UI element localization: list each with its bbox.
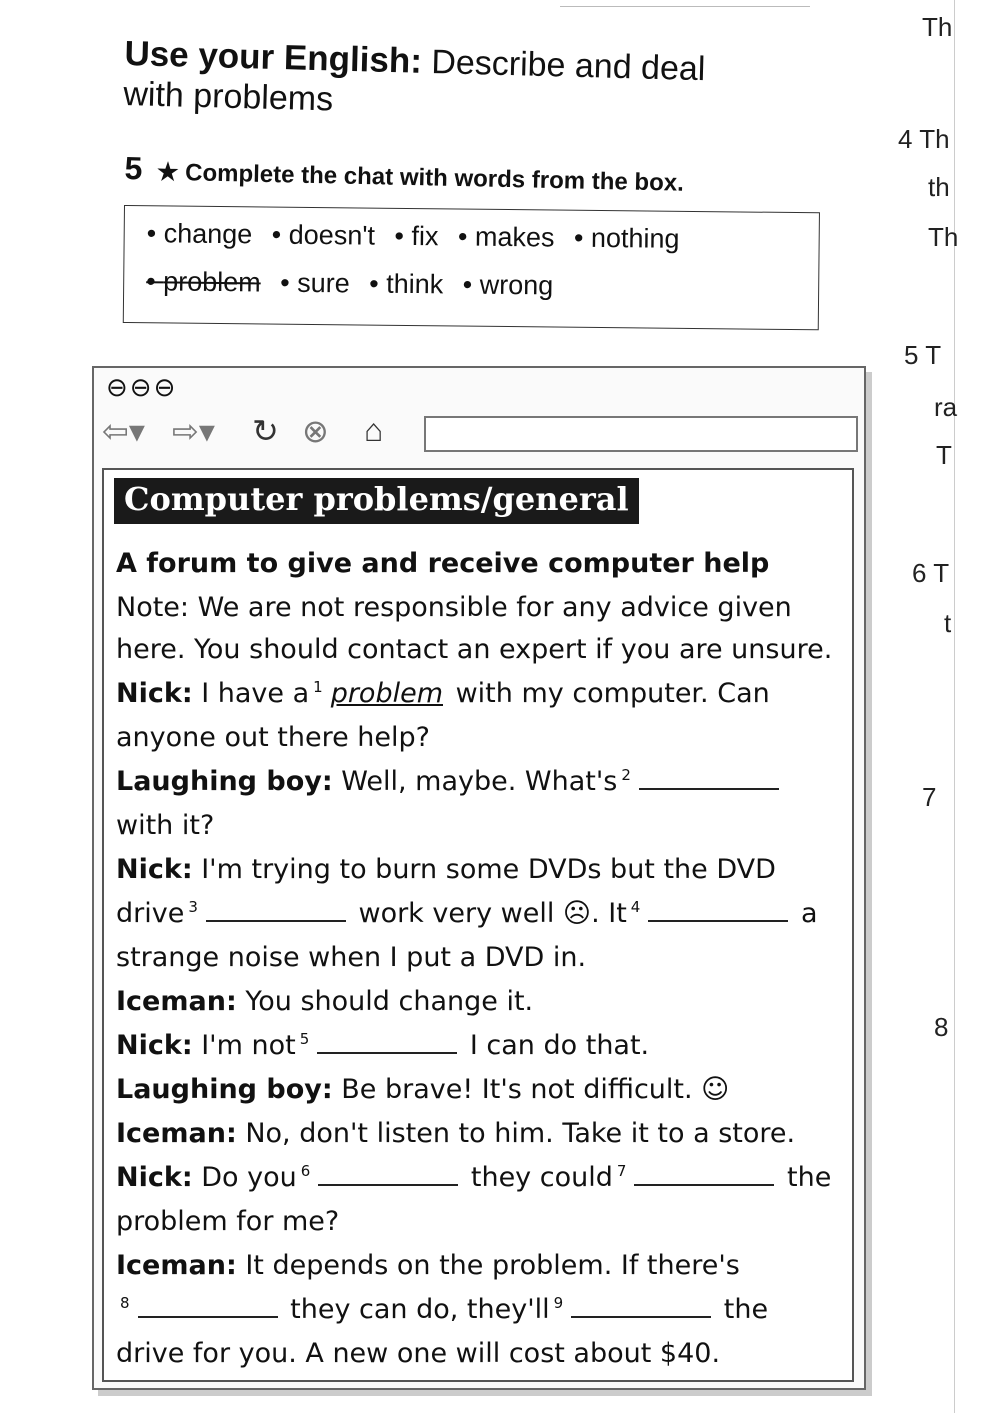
chat-line: Iceman: You should change it. <box>116 986 534 1017</box>
word-item: • nothing <box>574 223 680 254</box>
answer-blank[interactable] <box>639 768 779 790</box>
answer-blank[interactable] <box>634 1164 774 1186</box>
forward-arrow-icon[interactable]: ⇨▾ <box>172 413 215 449</box>
speaker: Iceman: <box>116 986 237 1017</box>
margin-text: T <box>936 440 952 470</box>
word-item-struck: • problem <box>146 266 261 297</box>
browser-window <box>92 366 866 1390</box>
top-rule <box>560 6 810 7</box>
speaker: Nick: <box>116 1162 193 1193</box>
page-content <box>102 468 854 1382</box>
address-bar[interactable] <box>424 416 858 452</box>
chat-line: Nick: I have a $^1$ problem with my computer. Can <box>116 678 770 709</box>
chat-line: Iceman: It depends on the problem. If there's <box>116 1250 740 1281</box>
margin-text: 6 T <box>912 558 950 588</box>
chat-line: Nick: I'm trying to burn some DVDs but the DVD <box>116 854 776 885</box>
margin-text: 4 Th <box>898 124 950 154</box>
word-item: • sure <box>280 268 350 299</box>
chat-line: $^8$ they can do, they'll $^9$ the <box>120 1294 769 1325</box>
stop-icon[interactable]: ⊗ <box>302 413 329 449</box>
reload-icon[interactable]: ↻ <box>252 413 279 449</box>
speaker: Laughing boy: <box>116 766 333 797</box>
answer-blank[interactable] <box>138 1296 278 1318</box>
margin-text: 5 T <box>904 340 942 370</box>
forum-heading: A forum to give and receive computer help <box>116 548 770 579</box>
instruction-text: Complete the chat with words from the box. <box>184 159 685 197</box>
answer-blank[interactable] <box>648 900 788 922</box>
margin-text: 7 <box>922 782 937 812</box>
task-instruction <box>124 150 845 202</box>
answer-blank[interactable] <box>318 1164 458 1186</box>
page-title: Computer problems/general <box>114 478 639 524</box>
chat-line: Iceman: No, don't listen to him. Take it to a store. <box>116 1118 796 1149</box>
section-heading <box>123 34 825 132</box>
margin-text: Th <box>922 12 953 42</box>
window-buttons[interactable]: ⊖⊖⊖ <box>106 372 178 402</box>
heading-bold: Use your English: <box>123 34 423 81</box>
chat-line: strange noise when I put a DVD in. <box>116 942 587 973</box>
chat-line: with it? <box>116 810 215 841</box>
star-icon: ★ <box>156 158 179 187</box>
speaker: Iceman: <box>116 1118 237 1149</box>
chat-line: Nick: Do you $^6$ they could $^7$ the <box>116 1162 832 1193</box>
margin-text: 8 <box>934 1012 949 1042</box>
back-arrow-icon[interactable]: ⇦▾ <box>102 413 145 449</box>
word-item: • makes <box>458 221 555 252</box>
chat-line: drive $^3$ work very well ☹. It $^4$ a <box>116 898 818 929</box>
chat-line: Laughing boy: Be brave! It's not difficult. ☺ <box>116 1074 730 1105</box>
heading-line2: with problems <box>122 74 334 119</box>
chat-line: Laughing boy: Well, maybe. What's $^2$ <box>116 766 783 797</box>
chat-line: drive for you. A new one will cost about $40. <box>116 1338 721 1369</box>
word-row-2 <box>146 266 565 301</box>
example-answer: problem <box>330 678 443 709</box>
chat-line: problem for me? <box>116 1206 340 1237</box>
word-box <box>123 205 820 330</box>
word-item: • change <box>147 218 253 249</box>
speaker: Laughing boy: <box>116 1074 333 1105</box>
speaker: Nick: <box>116 678 193 709</box>
home-icon[interactable]: ⌂ <box>364 412 384 448</box>
word-row-1 <box>147 218 692 255</box>
word-item: • wrong <box>463 270 554 301</box>
task-number: 5 <box>124 150 143 187</box>
answer-blank[interactable] <box>206 900 346 922</box>
speaker: Nick: <box>116 854 193 885</box>
chat-line: Nick: I'm not $^5$ I can do that. <box>116 1030 650 1061</box>
word-item: • doesn't <box>272 220 376 251</box>
speaker: Iceman: <box>116 1250 237 1281</box>
answer-blank[interactable] <box>317 1032 457 1054</box>
chat-line: anyone out there help? <box>116 722 430 753</box>
answer-blank[interactable] <box>571 1296 711 1318</box>
margin-text: Th <box>928 222 959 252</box>
word-item: • think <box>369 269 443 300</box>
margin-text: ra <box>934 392 958 422</box>
browser-toolbar <box>102 412 852 452</box>
margin-text: t <box>944 608 952 638</box>
margin-text: th <box>928 172 950 202</box>
chat-line: Note: We are not responsible for any advice given <box>116 592 792 623</box>
word-item: • fix <box>394 221 438 251</box>
chat-line: here. You should contact an expert if you are unsure. <box>116 634 833 665</box>
speaker: Nick: <box>116 1030 193 1061</box>
heading-rest: Describe and deal <box>430 43 706 89</box>
page-fold-rule <box>954 0 955 1413</box>
